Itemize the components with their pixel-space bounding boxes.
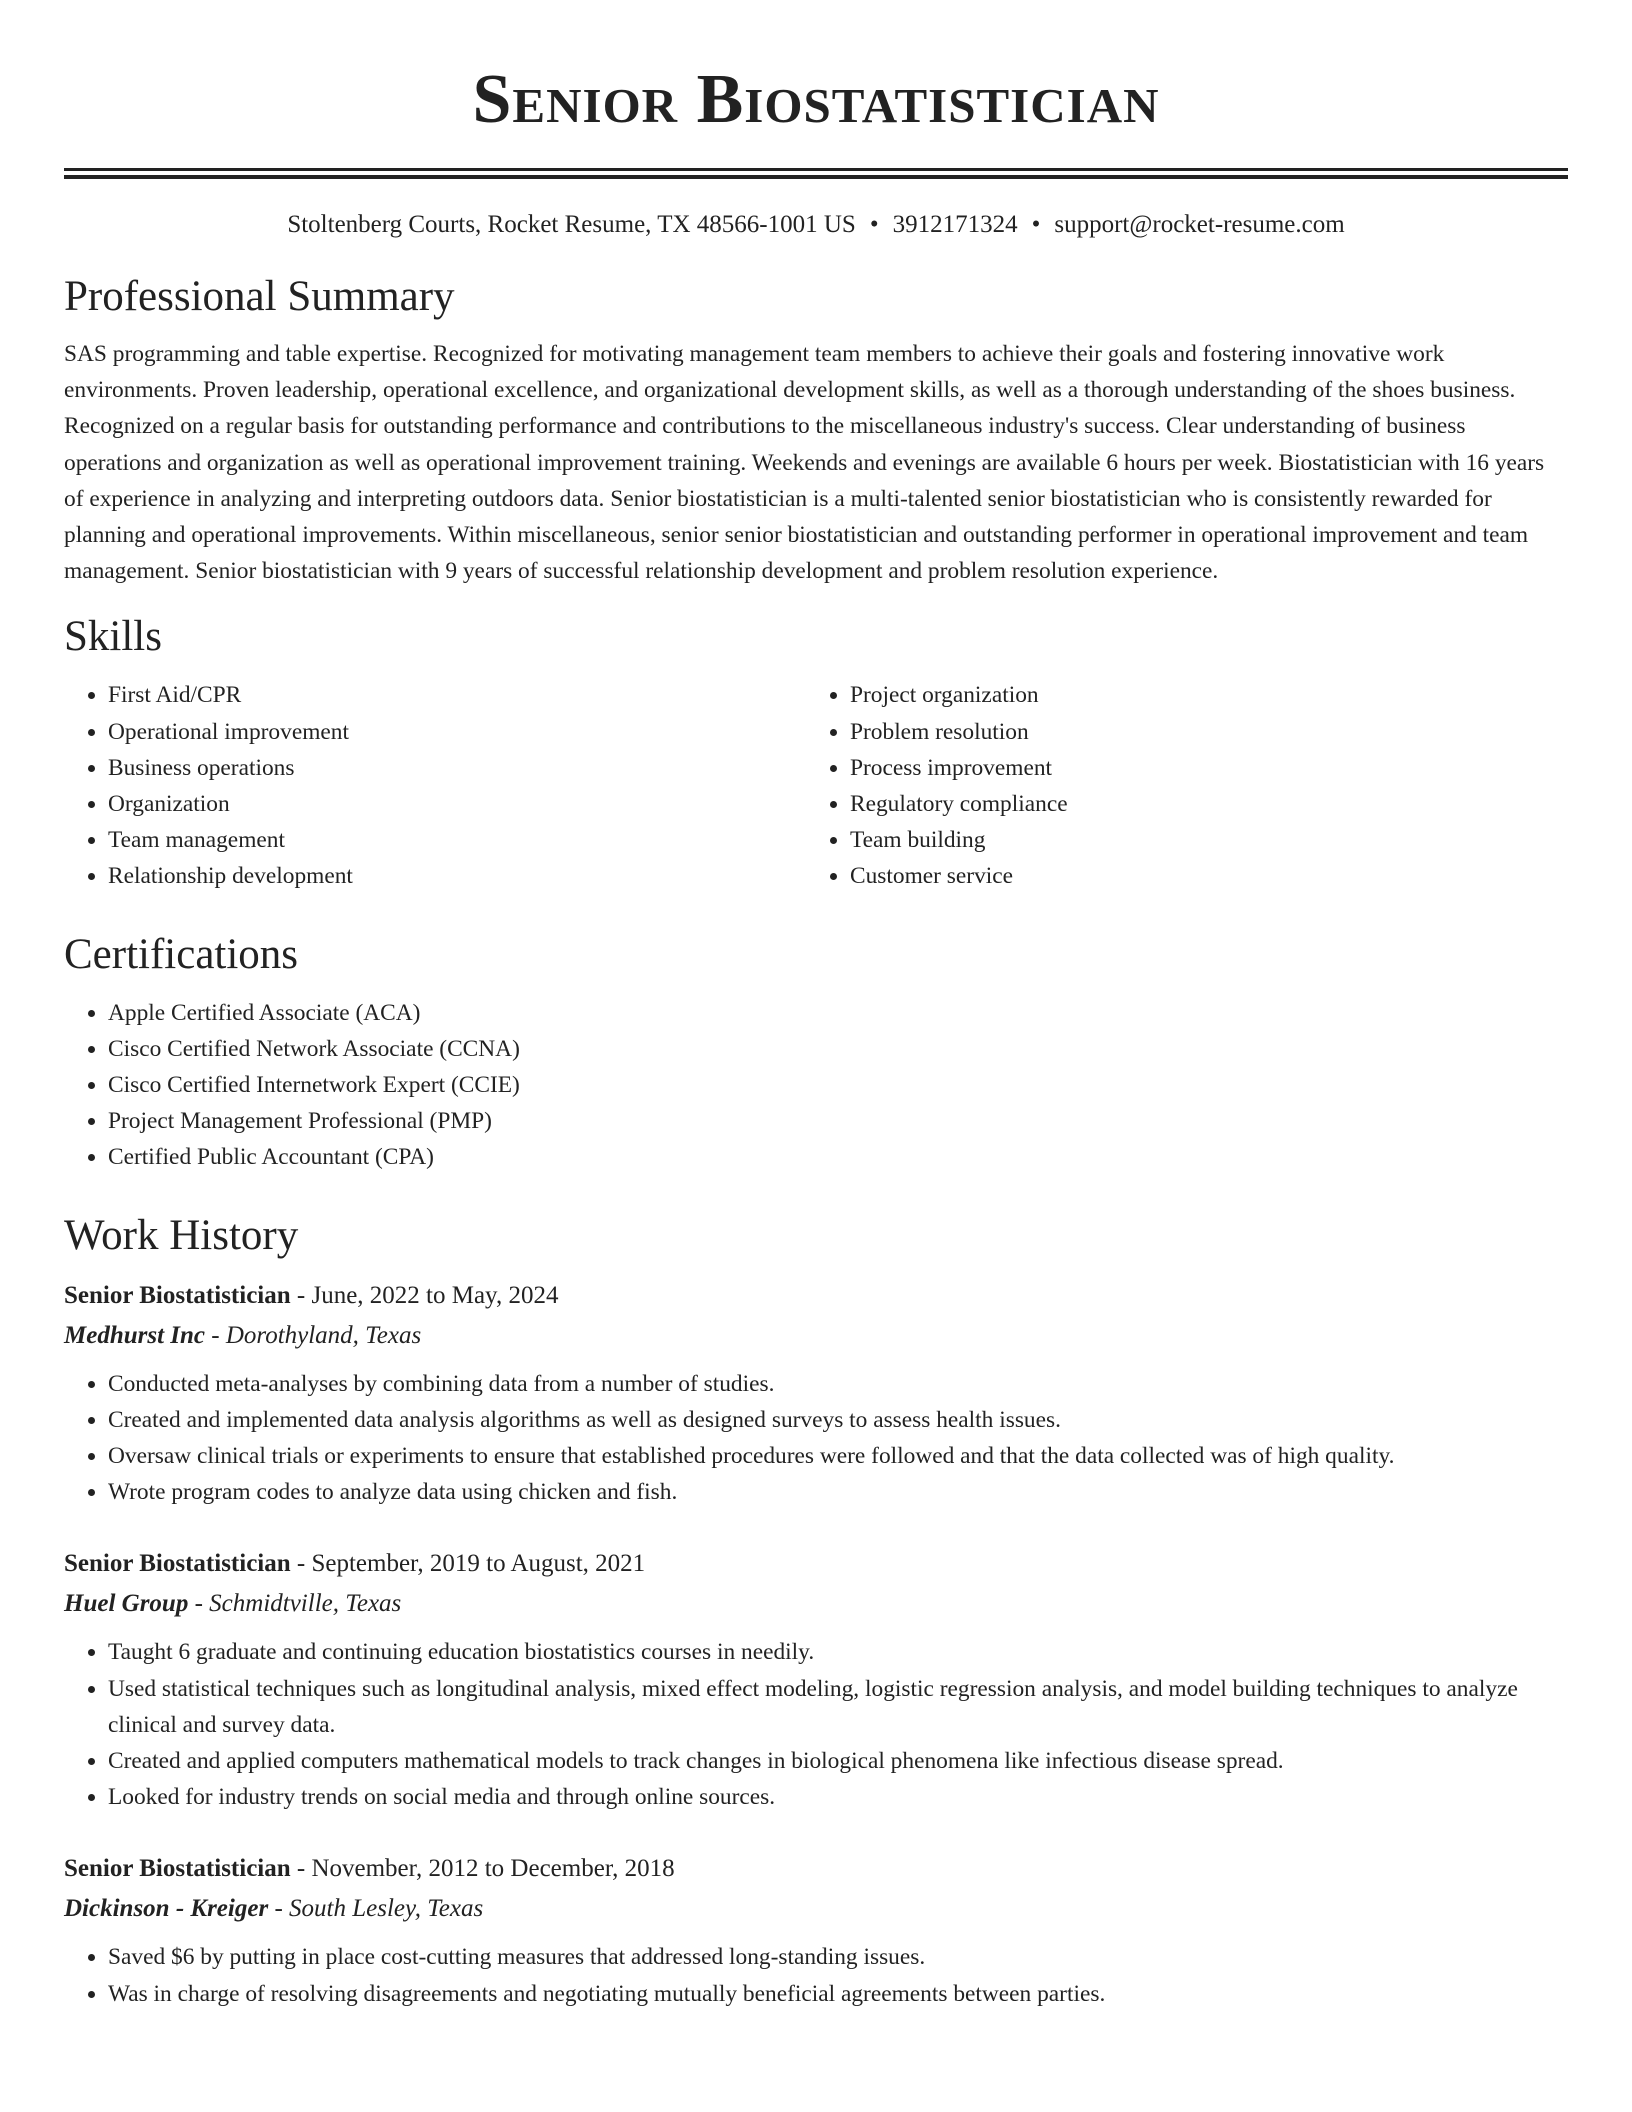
contact-address: Stoltenberg Courts, Rocket Resume, TX 48566-1001 US [287, 211, 856, 238]
job-bullets [64, 1366, 1568, 1511]
certification-item: • Certified Public Accountant (CPA) [108, 1139, 1568, 1175]
skills-section [64, 611, 1568, 894]
certifications-list [64, 995, 1568, 1176]
job-title: Senior Biostatistician [64, 1550, 291, 1578]
skill-item: • Team building [850, 822, 1548, 858]
job-company-line [64, 1316, 1568, 1356]
skill-item: • Project organization [850, 677, 1548, 713]
job-company: Huel Group [64, 1590, 189, 1618]
skill-item: • First Aid/CPR [108, 677, 806, 713]
job-bullet: • Created and applied computers mathematical models to track changes in biological phenomena like infectious disease spread. [108, 1743, 1568, 1779]
job-bullet: • Looked for industry trends on social media and through online sources. [108, 1779, 1568, 1815]
job-title: Senior Biostatistician [64, 1281, 291, 1309]
contact-separator: • [1031, 211, 1041, 238]
skill-item: • Regulatory compliance [850, 786, 1548, 822]
title-divider [64, 168, 1568, 179]
work-history-heading: Work History [64, 1211, 299, 1259]
summary-heading: Professional Summary [64, 273, 455, 320]
job-title-line [64, 1544, 1568, 1584]
job-dates: - September, 2019 to August, 2021 [290, 1550, 646, 1578]
skills-column-left [64, 677, 806, 894]
job-dates: - November, 2012 to December, 2018 [290, 1855, 675, 1883]
skills-columns [64, 677, 1568, 894]
job-dates: - June, 2022 to May, 2024 [290, 1281, 559, 1309]
resume-page [64, 0, 1568, 2012]
skills-list-left [64, 677, 806, 894]
job-bullet: • Wrote program codes to analyze data using chicken and fish. [108, 1474, 1568, 1510]
certification-item: • Apple Certified Associate (ACA) [108, 995, 1568, 1031]
job-title-line [64, 1849, 1568, 1889]
skill-item: • Business operations [108, 750, 806, 786]
job-title-line [64, 1276, 1568, 1316]
summary-text: SAS programming and table expertise. Recognized for motivating management team members to achieve their goals and fostering innovative work environments. Proven leadership, operational excellence, and organizational development skills, as well as a thorough understanding of the shoes business. Recognized on a regular basis for outstanding performance and contributions to the miscellaneous industry's success. Clear understanding of business operations and organization as well as operational improvement training. Weekends and evenings are available 6 hours per week. Biostatistician with 16 years of experience in analyzing and interpreting outdoors data. Senior biostatistician is a multi-talented senior biostatistician who is consistently rewarded for planning and operational improvements. Within miscellaneous, senior senior biostatistician and outstanding performer in operational improvement and team management. Senior biostatistician with 9 years of successful relationship development and problem resolution experience. [64, 341, 1545, 585]
certifications-section [64, 929, 1568, 1176]
job-entry [64, 1849, 1568, 2011]
job-bullet: • Saved $6 by putting in place cost-cutting measures that addressed long-standing issues. [108, 1939, 1568, 1975]
certification-item: • Project Management Professional (PMP) [108, 1103, 1568, 1139]
skill-item: • Relationship development [108, 858, 806, 894]
job-title: Senior Biostatistician [64, 1855, 291, 1883]
contact-separator: • [869, 211, 879, 238]
job-company-line [64, 1889, 1568, 1929]
job-entry [64, 1544, 1568, 1815]
job-company: Dickinson - Kreiger [64, 1895, 269, 1923]
job-location: - South Lesley, Texas [268, 1895, 484, 1923]
job-bullets [64, 1634, 1568, 1815]
skill-item: • Team management [108, 822, 806, 858]
job-bullet: • Was in charge of resolving disagreements and negotiating mutually beneficial agreements between parties. [108, 1976, 1568, 2012]
skill-item: • Organization [108, 786, 806, 822]
contact-line [64, 209, 1568, 241]
job-bullet: • Conducted meta-analyses by combining data from a number of studies. [108, 1366, 1568, 1402]
certification-item: • Cisco Certified Internetwork Expert (CCIE) [108, 1067, 1568, 1103]
skill-item: • Customer service [850, 858, 1548, 894]
contact-email: support@rocket-resume.com [1054, 211, 1345, 238]
job-company-line [64, 1584, 1568, 1624]
job-company: Medhurst Inc [64, 1321, 206, 1349]
skill-item: • Process improvement [850, 750, 1548, 786]
skills-list-right [806, 677, 1548, 894]
job-entry [64, 1276, 1568, 1511]
certifications-heading: Certifications [64, 930, 299, 978]
skills-heading: Skills [64, 613, 162, 661]
job-location: - Dorothyland, Texas [205, 1321, 422, 1349]
job-bullet: • Used statistical techniques such as longitudinal analysis, mixed effect modeling, logistic regression analysis, and model building techniques to analyze clinical and survey data. [108, 1671, 1568, 1743]
skills-column-right [806, 677, 1548, 894]
job-bullet: • Oversaw clinical trials or experiments to ensure that established procedures were followed and that the data collected was of high quality. [108, 1438, 1568, 1474]
page-title: Senior Biostatistician [472, 61, 1160, 138]
job-bullet: • Taught 6 graduate and continuing education biostatistics courses in needily. [108, 1634, 1568, 1670]
skill-item: • Operational improvement [108, 714, 806, 750]
job-bullet: • Created and implemented data analysis algorithms as well as designed surveys to assess health issues. [108, 1402, 1568, 1438]
certification-item: • Cisco Certified Network Associate (CCNA) [108, 1031, 1568, 1067]
job-location: - Schmidtville, Texas [188, 1590, 402, 1618]
summary-section [64, 271, 1568, 589]
work-history-section [64, 1210, 1568, 2012]
skill-item: • Problem resolution [850, 714, 1548, 750]
job-bullets [64, 1939, 1568, 2011]
contact-phone: 3912171324 [892, 211, 1018, 238]
